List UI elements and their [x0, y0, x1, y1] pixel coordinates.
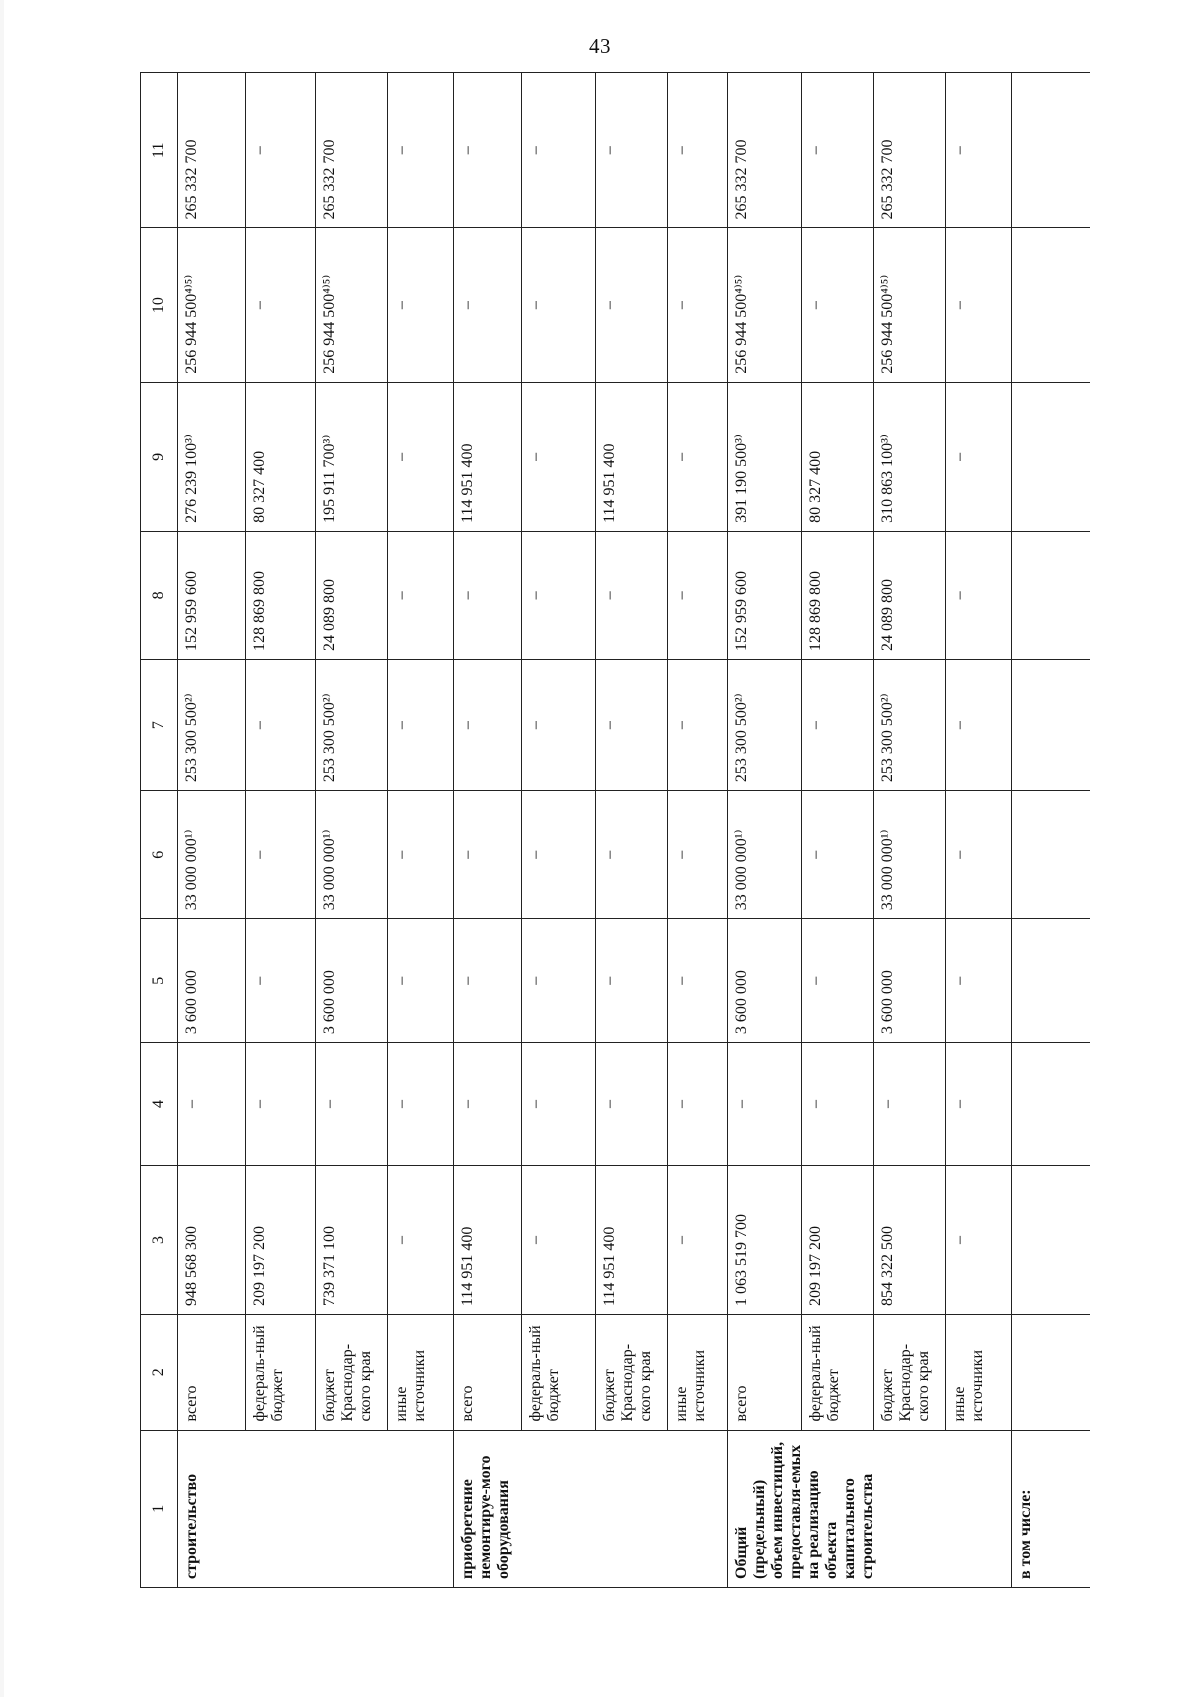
- table-row: [454, 73, 522, 1588]
- funding-source: иные источники: [388, 1315, 454, 1430]
- amount-cell: 24 089 800: [874, 531, 946, 659]
- amount-cell: [1012, 228, 1091, 382]
- amount-cell: 256 944 500⁴⁾⁵⁾: [728, 228, 802, 382]
- scan-edge: [0, 0, 4, 1697]
- amount-cell: –: [946, 531, 1012, 659]
- amount-cell: [1012, 531, 1091, 659]
- amount-cell: –: [946, 228, 1012, 382]
- amount-cell: 265 332 700: [316, 73, 388, 228]
- table-row: [596, 73, 668, 1588]
- amount-cell: –: [454, 531, 522, 659]
- amount-cell: –: [388, 659, 454, 790]
- section-label: Общий (предельный) объем инвестиций, предоставля-емых на реализацию объекта капитального строительства: [728, 1430, 1012, 1587]
- amount-cell: –: [178, 1043, 246, 1166]
- header-cell: 6: [141, 791, 178, 919]
- amount-cell: –: [246, 228, 316, 382]
- amount-cell: –: [668, 73, 728, 228]
- amount-cell: –: [246, 1043, 316, 1166]
- amount-cell: 310 863 100³⁾: [874, 382, 946, 531]
- amount-cell: [1012, 1043, 1091, 1166]
- amount-cell: 80 327 400: [246, 382, 316, 531]
- amount-cell: [1012, 1165, 1091, 1314]
- amount-cell: 253 300 500²⁾: [178, 659, 246, 790]
- amount-cell: 3 600 000: [178, 919, 246, 1043]
- amount-cell: –: [668, 382, 728, 531]
- header-cell: 8: [141, 531, 178, 659]
- amount-cell: –: [454, 791, 522, 919]
- amount-cell: 3 600 000: [728, 919, 802, 1043]
- amount-cell: –: [522, 919, 596, 1043]
- amount-cell: –: [596, 659, 668, 790]
- amount-cell: –: [522, 73, 596, 228]
- amount-cell: –: [874, 1043, 946, 1166]
- amount-cell: 152 959 600: [178, 531, 246, 659]
- amount-cell: 3 600 000: [874, 919, 946, 1043]
- table-row: [522, 73, 596, 1588]
- amount-cell: –: [454, 919, 522, 1043]
- amount-cell: –: [668, 228, 728, 382]
- amount-cell: 24 089 800: [316, 531, 388, 659]
- amount-cell: –: [246, 73, 316, 228]
- amount-cell: 33 000 000¹⁾: [316, 791, 388, 919]
- table-row: [668, 73, 728, 1588]
- section-label: приобретение немонтируе-мого оборудования: [454, 1430, 728, 1587]
- table-row: [874, 73, 946, 1588]
- amount-cell: 3 600 000: [316, 919, 388, 1043]
- funding-source: иные источники: [946, 1315, 1012, 1430]
- amount-cell: –: [946, 919, 1012, 1043]
- header-cell: 11: [141, 73, 178, 228]
- table-frame: [140, 72, 1090, 1588]
- amount-cell: –: [802, 1043, 874, 1166]
- amount-cell: –: [946, 659, 1012, 790]
- table-row: [802, 73, 874, 1588]
- amount-cell: 265 332 700: [728, 73, 802, 228]
- section-label: строительство: [178, 1430, 454, 1587]
- amount-cell: –: [522, 659, 596, 790]
- amount-cell: –: [522, 228, 596, 382]
- amount-cell: –: [388, 531, 454, 659]
- amount-cell: –: [596, 919, 668, 1043]
- amount-cell: –: [946, 1165, 1012, 1314]
- header-cell: 9: [141, 382, 178, 531]
- amount-cell: 209 197 200: [802, 1165, 874, 1314]
- table-row: [728, 73, 802, 1588]
- table-row: [316, 73, 388, 1588]
- amount-cell: –: [802, 228, 874, 382]
- amount-cell: 152 959 600: [728, 531, 802, 659]
- amount-cell: 195 911 700³⁾: [316, 382, 388, 531]
- amount-cell: –: [596, 73, 668, 228]
- amount-cell: –: [668, 1043, 728, 1166]
- amount-cell: –: [454, 1043, 522, 1166]
- funding-source: [1012, 1315, 1091, 1430]
- amount-cell: 33 000 000¹⁾: [874, 791, 946, 919]
- section-label: в том числе:: [1012, 1430, 1091, 1587]
- amount-cell: –: [668, 919, 728, 1043]
- amount-cell: –: [454, 228, 522, 382]
- amount-cell: –: [246, 791, 316, 919]
- amount-cell: 276 239 100³⁾: [178, 382, 246, 531]
- amount-cell: –: [946, 382, 1012, 531]
- header-cell: 1: [141, 1430, 178, 1587]
- funding-source: иные источники: [668, 1315, 728, 1430]
- amount-cell: [1012, 659, 1091, 790]
- amount-cell: 253 300 500²⁾: [728, 659, 802, 790]
- amount-cell: –: [668, 531, 728, 659]
- amount-cell: –: [522, 531, 596, 659]
- amount-cell: –: [596, 531, 668, 659]
- amount-cell: –: [522, 382, 596, 531]
- amount-cell: 253 300 500²⁾: [874, 659, 946, 790]
- amount-cell: –: [596, 228, 668, 382]
- funding-source: всего: [454, 1315, 522, 1430]
- amount-cell: [1012, 919, 1091, 1043]
- table-row: [388, 73, 454, 1588]
- amount-cell: 256 944 500⁴⁾⁵⁾: [874, 228, 946, 382]
- header-cell: 7: [141, 659, 178, 790]
- amount-cell: –: [596, 1043, 668, 1166]
- amount-cell: 256 944 500⁴⁾⁵⁾: [178, 228, 246, 382]
- amount-cell: 265 332 700: [178, 73, 246, 228]
- amount-cell: 739 371 100: [316, 1165, 388, 1314]
- header-cell: 4: [141, 1043, 178, 1166]
- amount-cell: –: [946, 791, 1012, 919]
- amount-cell: –: [668, 659, 728, 790]
- amount-cell: 128 869 800: [246, 531, 316, 659]
- funding-source: бюджет Краснодар-ского края: [316, 1315, 388, 1430]
- amount-cell: –: [388, 73, 454, 228]
- funding-source: всего: [728, 1315, 802, 1430]
- header-row: [141, 73, 178, 1588]
- table-row: [246, 73, 316, 1588]
- amount-cell: –: [388, 1165, 454, 1314]
- amount-cell: 253 300 500²⁾: [316, 659, 388, 790]
- amount-cell: 33 000 000¹⁾: [178, 791, 246, 919]
- funding-source: всего: [178, 1315, 246, 1430]
- amount-cell: –: [802, 659, 874, 790]
- amount-cell: –: [522, 791, 596, 919]
- amount-cell: 114 951 400: [454, 1165, 522, 1314]
- funding-source: федераль-ный бюджет: [802, 1315, 874, 1430]
- amount-cell: –: [246, 919, 316, 1043]
- funding-source: федераль-ный бюджет: [522, 1315, 596, 1430]
- funding-source: бюджет Краснодар-ского края: [874, 1315, 946, 1430]
- amount-cell: 256 944 500⁴⁾⁵⁾: [316, 228, 388, 382]
- amount-cell: –: [388, 919, 454, 1043]
- amount-cell: [1012, 382, 1091, 531]
- amount-cell: –: [316, 1043, 388, 1166]
- header-cell: 5: [141, 919, 178, 1043]
- amount-cell: –: [388, 1043, 454, 1166]
- amount-cell: –: [388, 228, 454, 382]
- table-row: [946, 73, 1012, 1588]
- amount-cell: 265 332 700: [874, 73, 946, 228]
- amount-cell: –: [388, 791, 454, 919]
- header-cell: 3: [141, 1165, 178, 1314]
- amount-cell: –: [802, 73, 874, 228]
- amount-cell: 33 000 000¹⁾: [728, 791, 802, 919]
- amount-cell: 80 327 400: [802, 382, 874, 531]
- amount-cell: 114 951 400: [454, 382, 522, 531]
- amount-cell: [1012, 791, 1091, 919]
- amount-cell: 854 322 500: [874, 1165, 946, 1314]
- amount-cell: 948 568 300: [178, 1165, 246, 1314]
- page-number: 43: [589, 34, 611, 58]
- amount-cell: –: [388, 382, 454, 531]
- amount-cell: –: [522, 1165, 596, 1314]
- amount-cell: –: [596, 791, 668, 919]
- amount-cell: –: [668, 1165, 728, 1314]
- amount-cell: –: [802, 791, 874, 919]
- amount-cell: –: [946, 1043, 1012, 1166]
- amount-cell: –: [454, 73, 522, 228]
- amount-cell: –: [246, 659, 316, 790]
- investment-table: [140, 72, 1090, 1588]
- amount-cell: –: [668, 791, 728, 919]
- amount-cell: –: [728, 1043, 802, 1166]
- amount-cell: [1012, 73, 1091, 228]
- table-row: [1012, 73, 1091, 1588]
- amount-cell: –: [802, 919, 874, 1043]
- amount-cell: –: [946, 73, 1012, 228]
- amount-cell: 209 197 200: [246, 1165, 316, 1314]
- amount-cell: 114 951 400: [596, 1165, 668, 1314]
- amount-cell: 114 951 400: [596, 382, 668, 531]
- amount-cell: –: [522, 1043, 596, 1166]
- rotated-table-container: [140, 72, 1090, 1588]
- amount-cell: 128 869 800: [802, 531, 874, 659]
- amount-cell: 1 063 519 700: [728, 1165, 802, 1314]
- funding-source: бюджет Краснодар-ского края: [596, 1315, 668, 1430]
- header-cell: 2: [141, 1315, 178, 1430]
- table-row: [178, 73, 246, 1588]
- funding-source: федераль-ный бюджет: [246, 1315, 316, 1430]
- amount-cell: 391 190 500³⁾: [728, 382, 802, 531]
- amount-cell: –: [454, 659, 522, 790]
- header-cell: 10: [141, 228, 178, 382]
